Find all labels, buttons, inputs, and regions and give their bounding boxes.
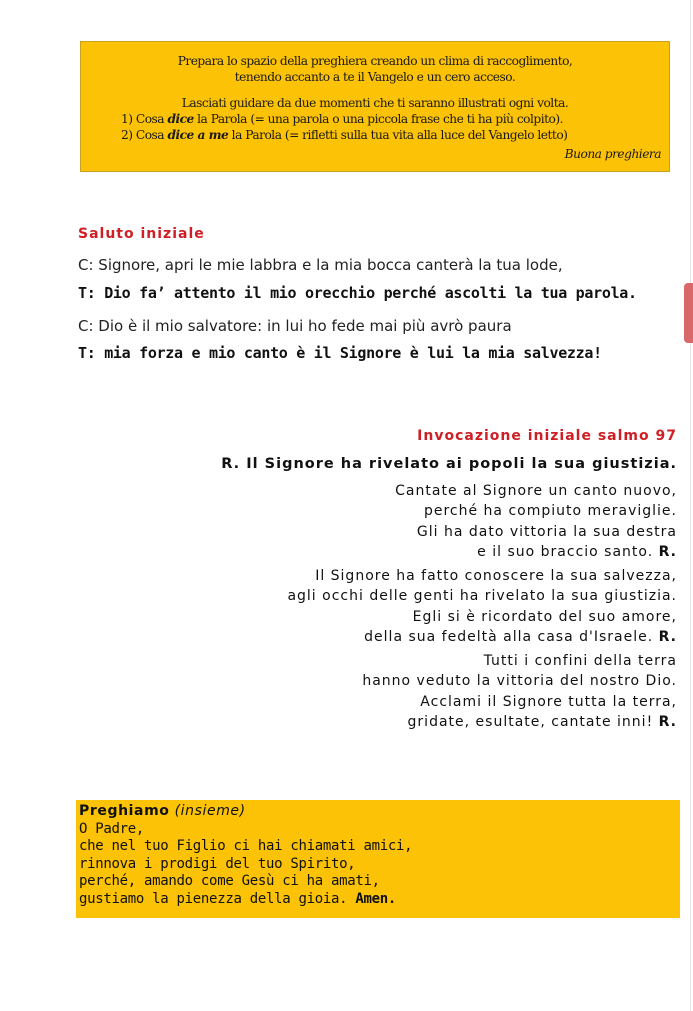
psalm-stanza-1 bbox=[395, 481, 677, 562]
step-text-pre: Cosa bbox=[135, 112, 168, 126]
intro-signoff: Buona preghiera bbox=[564, 147, 661, 161]
intro-instructions-box bbox=[80, 41, 670, 172]
saluto-title: Saluto iniziale bbox=[78, 226, 205, 242]
stanza-line: Tutti i confini della terra bbox=[483, 653, 677, 669]
stanza-line-last bbox=[395, 542, 677, 562]
step-text-post: la Parola (= una parola o una piccola frase che ti ha più colpito). bbox=[193, 112, 563, 126]
response-mark: R. bbox=[658, 543, 677, 560]
prayer-line: perché, amando come Gesù ci ha amati, bbox=[79, 873, 380, 889]
step-text-post: la Parola (= rifletti sulla tua vita alla luce del Vangelo letto) bbox=[228, 128, 568, 142]
stanza-line: gridate, esultate, cantate inni! bbox=[407, 713, 654, 730]
intro-step-1 bbox=[115, 111, 567, 127]
prayer-line-last bbox=[79, 891, 680, 909]
stanza-line: agli occhi delle genti ha rivelato la sua giustizia. bbox=[287, 588, 677, 605]
stanza-line: della sua fedeltà alla casa d'Israele. bbox=[364, 628, 654, 645]
prayer-line: O Padre, bbox=[79, 820, 145, 837]
stanza-line: Acclami il Signore tutta la terra, bbox=[420, 693, 677, 710]
stanza-line: e il suo braccio santo. bbox=[477, 543, 654, 560]
prayer-line: che nel tuo Figlio ci hai chiamati amici, bbox=[79, 838, 413, 854]
response-mark: R. bbox=[658, 628, 677, 645]
stanza-line: Cantate al Signore un canto nuovo, bbox=[395, 483, 677, 499]
prayer-heading bbox=[79, 803, 680, 821]
stanza-line: Il Signore ha fatto conoscere la sua salvezza, bbox=[315, 568, 677, 584]
prayer-line: rinnova i prodigi del tuo Spirito, bbox=[79, 855, 356, 872]
invocazione-title: Invocazione iniziale salmo 97 bbox=[417, 428, 677, 444]
intro-step-2 bbox=[115, 127, 567, 143]
page-edge-divider bbox=[690, 0, 691, 1011]
intro-steps-list bbox=[81, 111, 567, 143]
scrollbar-handle[interactable] bbox=[684, 283, 693, 343]
psalm-stanza-3 bbox=[362, 651, 677, 732]
response-mark: R. bbox=[658, 713, 677, 730]
intro-paragraph-1 bbox=[81, 53, 669, 85]
stanza-line-last bbox=[287, 627, 677, 647]
stanza-line-last bbox=[362, 712, 677, 732]
step-number: 2) bbox=[121, 128, 133, 142]
stanza-line: Egli si è ricordato del suo amore, bbox=[412, 608, 677, 625]
step-emphasis: dice a me bbox=[167, 128, 229, 142]
stanza-line: perché ha compiuto meraviglie. bbox=[423, 503, 677, 520]
intro-line-2: tenendo accanto a te il Vangelo e un cero acceso. bbox=[234, 70, 516, 84]
intro-line-1: Prepara lo spazio della preghiera creando un clima di raccoglimento, bbox=[177, 54, 573, 68]
saluto-line-2: T: Dio fa’ attento il mio orecchio perché ascolti la tua parola. bbox=[78, 284, 637, 302]
saluto-line-4: T: mia forza e mio canto è il Signore è lui la mia salvezza! bbox=[78, 344, 602, 362]
prayer-title: Preghiamo bbox=[79, 803, 170, 819]
step-emphasis: dice bbox=[167, 112, 194, 126]
prayer-subtitle: (insieme) bbox=[174, 803, 246, 819]
stanza-line: Gli ha dato vittoria la sua destra bbox=[416, 523, 677, 540]
saluto-line-1: C: Signore, apri le mie labbra e la mia bocca canterà la tua lode, bbox=[78, 256, 563, 274]
step-number: 1) bbox=[121, 112, 133, 126]
saluto-line-3: C: Dio è il mio salvatore: in lui ho fede mai più avrò paura bbox=[78, 317, 512, 335]
psalm-stanza-2 bbox=[287, 566, 677, 647]
intro-line-3: Lasciati guidare da due momenti che ti saranno illustrati ogni volta. bbox=[181, 96, 569, 110]
prayer-amen: Amen. bbox=[355, 890, 397, 907]
step-text-pre: Cosa bbox=[135, 128, 168, 142]
prayer-box bbox=[76, 800, 680, 918]
prayer-line: gustiamo la pienezza della gioia. bbox=[79, 890, 348, 907]
psalm-refrain: R. Il Signore ha rivelato ai popoli la sua giustizia. bbox=[221, 456, 677, 472]
stanza-line: hanno veduto la vittoria del nostro Dio. bbox=[362, 673, 677, 690]
